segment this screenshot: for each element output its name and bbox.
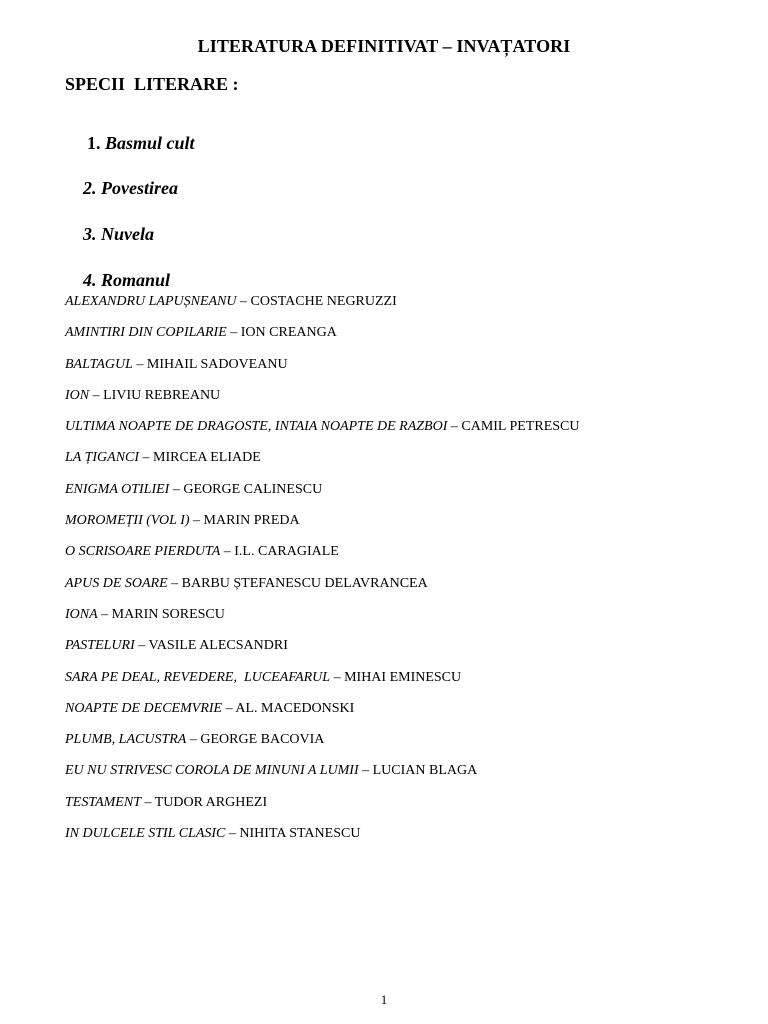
list-item <box>65 449 579 480</box>
section-heading: SPECII LITERARE : <box>65 74 239 94</box>
separator: – <box>236 294 251 309</box>
work-title: BALTAGUL <box>65 356 133 372</box>
author-name: VASILE ALECSANDRI <box>148 638 288 654</box>
work-title: ENIGMA OTILIEI <box>65 481 170 497</box>
species-number: 1. <box>87 133 101 153</box>
separator: – <box>134 638 149 654</box>
species-name: Basmul cult <box>105 133 195 153</box>
work-title: AMINTIRI DIN COPILARIE <box>65 325 227 341</box>
work-title: EU NU STRIVESC COROLA DE MINUNI A LUMII <box>65 763 359 779</box>
work-title: TESTAMENT <box>65 794 141 810</box>
work-title: MOROMEȚII (VOL I) <box>65 513 190 529</box>
species-name: Romanul <box>101 270 171 290</box>
work-title: PASTELURI <box>65 638 135 654</box>
author-name: AL. MACEDONSKI <box>235 700 355 716</box>
author-name: MARIN PREDA <box>203 513 300 529</box>
author-name: TUDOR ARGHEZI <box>154 794 268 810</box>
author-name: CAMIL PETRESCU <box>461 419 580 435</box>
separator: – <box>358 763 373 779</box>
author-name: MIRCEA ELIADE <box>153 450 261 466</box>
list-item <box>65 387 579 418</box>
list-item <box>65 356 579 387</box>
author-name: MARIN SORESCU <box>111 606 225 622</box>
author-name: I.L. CARAGIALE <box>234 544 339 560</box>
separator: – <box>169 481 184 497</box>
work-title: APUS DE SOARE <box>65 575 168 591</box>
separator: – <box>186 732 201 748</box>
work-title: LA ȚIGANCI <box>65 450 140 466</box>
list-item <box>65 543 579 574</box>
list-item <box>65 794 579 825</box>
separator: – <box>132 356 147 372</box>
author-name: GEORGE BACOVIA <box>200 732 325 748</box>
work-title: ION <box>65 387 90 403</box>
separator: – <box>140 794 155 810</box>
list-item <box>65 575 579 606</box>
species-name: Nuvela <box>101 224 154 244</box>
author-name: BARBU ȘTEFANESCU DELAVRANCEA <box>181 575 428 591</box>
author-name: MIHAIL SADOVEANU <box>146 356 288 372</box>
list-item <box>65 700 579 731</box>
document-title: LITERATURA DEFINITIVAT – INVAȚATORI <box>197 36 571 56</box>
separator: – <box>189 513 204 529</box>
separator: – <box>89 387 104 403</box>
work-title: O SCRISOARE PIERDUTA <box>65 544 221 560</box>
work-title: ALEXANDRU LAPUȘNEANU <box>65 294 237 309</box>
species-name: Povestirea <box>101 178 178 198</box>
author-name: ION CREANGA <box>240 325 337 341</box>
list-item <box>65 606 579 637</box>
separator: – <box>226 325 241 341</box>
separator: – <box>225 826 240 842</box>
author-name: NIHITA STANESCU <box>239 826 361 842</box>
work-title: PLUMB, LACUSTRA <box>65 732 187 748</box>
list-item <box>65 418 579 449</box>
separator: – <box>139 450 154 466</box>
separator: – <box>222 700 236 716</box>
list-item <box>65 324 579 355</box>
works-list <box>65 293 579 856</box>
species-number: 2. <box>83 178 97 198</box>
author-name: LIVIU REBREANU <box>103 387 221 403</box>
author-name: GEORGE CALINESCU <box>183 481 323 497</box>
work-title: NOAPTE DE DECEMVRIE <box>65 700 223 716</box>
species-number: 4. <box>83 270 97 290</box>
list-item <box>65 825 579 856</box>
separator: – <box>447 419 462 435</box>
list-item <box>65 293 579 324</box>
author-name: MIHAI EMINESCU <box>344 669 462 685</box>
author-name: COSTACHE NEGRUZZI <box>250 294 397 309</box>
list-item <box>65 762 579 793</box>
separator: – <box>330 669 345 685</box>
work-title: IONA <box>65 606 98 622</box>
work-title: SARA PE DEAL, REVEDERE, LUCEAFARUL <box>65 669 331 685</box>
list-item <box>65 731 579 762</box>
author-name: LUCIAN BLAGA <box>372 763 478 779</box>
work-title: ULTIMA NOAPTE DE DRAGOSTE, INTAIA NOAPTE DE RAZBOI <box>65 419 448 435</box>
list-item <box>65 637 579 668</box>
list-item <box>65 669 579 700</box>
species-number: 3. <box>83 224 97 244</box>
separator: – <box>167 575 182 591</box>
separator: – <box>220 544 235 560</box>
list-item <box>65 481 579 512</box>
separator: – <box>97 606 112 622</box>
page-number: 1 <box>380 992 388 1007</box>
list-item <box>65 512 579 543</box>
work-title: IN DULCELE STIL CLASIC <box>65 826 226 842</box>
